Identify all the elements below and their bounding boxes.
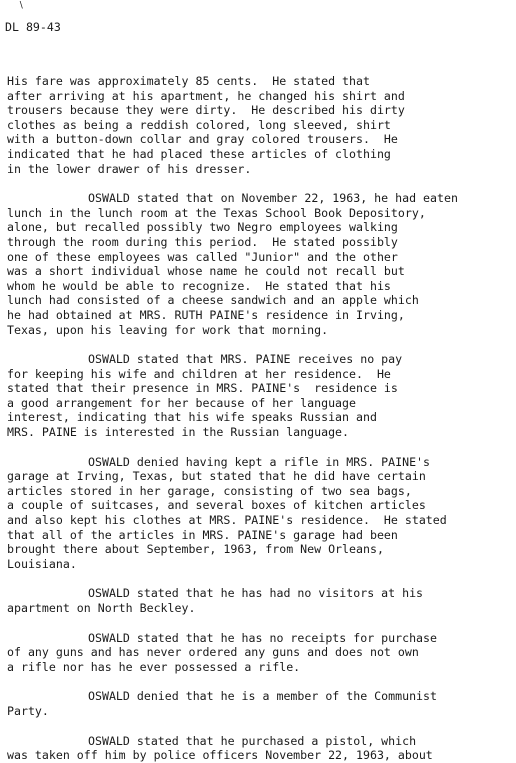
text-line: apartment on North Beckley. [7, 601, 196, 615]
corner-mark: ∖ [18, 1, 24, 11]
paragraph-gap [0, 674, 516, 689]
text-line: OSWALD stated that MRS. PAINE receives no pay [88, 352, 403, 367]
paragraph [0, 689, 516, 718]
text-line: that all of the articles in MRS. PAINE's garage had been [7, 527, 398, 542]
text-line: MRS. PAINE is interested in the Russian language. [7, 425, 350, 440]
paragraph-gap [0, 719, 516, 734]
text-line: indicated that he had placed these articles of clothing [7, 146, 391, 161]
text-line: for keeping his wife and children at her residence. He [7, 366, 391, 381]
text-line: OSWALD denied having kept a rifle in MRS. PAINE's [88, 454, 431, 469]
text-line: stated that their presence in MRS. PAINE's residence is [7, 381, 398, 396]
text-line: Louisiana. [7, 556, 77, 571]
paragraph-gap [0, 337, 516, 352]
text-line: with a button-down collar and gray colored trousers. He [7, 132, 398, 147]
file-number: DL 89-43 [5, 20, 61, 34]
text-line: one of these employees was called "Junior" and the other [7, 249, 398, 264]
paragraph-gap [0, 616, 516, 631]
text-line: whom he would be able to recognize. He stated that his [7, 278, 391, 293]
document-body [0, 74, 516, 763]
text-line: OSWALD stated that he has no receipts for purchase [88, 630, 438, 645]
paragraph [0, 74, 516, 176]
text-line: of any guns and has never ordered any guns and does not own [7, 645, 419, 660]
text-line: Texas, upon his leaving for work that morning. [7, 322, 329, 337]
paragraph [0, 586, 516, 615]
text-line: a couple of suitcases, and several boxes of kitchen articles [7, 498, 426, 513]
text-line: OSWALD denied that he is a member of the Communist [88, 689, 438, 704]
text-line: brought there about September, 1963, from New Orleans, [7, 542, 384, 557]
paragraph-gap [0, 571, 516, 586]
text-line: a rifle nor has he ever possessed a rifle. [7, 659, 301, 674]
paragraph [0, 455, 516, 572]
paragraph [0, 191, 516, 337]
text-line: lunch had consisted of a cheese sandwich and an apple which [7, 293, 419, 308]
text-line: and also kept his clothes at MRS. PAINE's residence. He stated [7, 513, 447, 528]
text-line: OSWALD stated that on November 22, 1963, he had eaten [88, 191, 458, 206]
paragraph [0, 631, 516, 675]
text-line: garage at Irving, Texas, but stated that he did have certain [7, 469, 426, 484]
paragraph-gap [0, 440, 516, 455]
text-line: OSWALD stated that he purchased a pistol, which [88, 733, 417, 748]
text-line: a good arrangement for her because of her language [7, 395, 357, 410]
text-line: lunch in the lunch room at the Texas School Book Depository, [7, 205, 426, 220]
text-line: was taken off him by police officers November 22, 1963, about [7, 748, 433, 763]
text-line: Party. [7, 703, 49, 718]
text-line: in the lower drawer of his dresser. [7, 161, 252, 176]
text-line: through the room during this period. He stated possibly [7, 234, 398, 249]
paragraph-gap [0, 176, 516, 191]
text-line: he had obtained at MRS. RUTH PAINE's residence in Irving, [7, 307, 405, 322]
paragraph [0, 734, 516, 763]
text-line: OSWALD stated that he has had no visitors at his [88, 586, 424, 601]
text-line: alone, but recalled possibly two Negro employees walking [7, 220, 398, 235]
text-line: His fare was approximately 85 cents. He stated that [7, 74, 370, 88]
paragraph [0, 352, 516, 440]
text-line: interest, indicating that his wife speaks Russian and [7, 410, 377, 425]
text-line: trousers because they were dirty. He described his dirty [7, 103, 405, 118]
text-line: was a short individual whose name he could not recall but [7, 264, 405, 279]
text-line: articles stored in her garage, consisting of two sea bags, [7, 483, 412, 498]
text-line: after arriving at his apartment, he changed his shirt and [7, 88, 405, 103]
text-line: clothes as being a reddish colored, long sleeved, shirt [7, 117, 391, 132]
